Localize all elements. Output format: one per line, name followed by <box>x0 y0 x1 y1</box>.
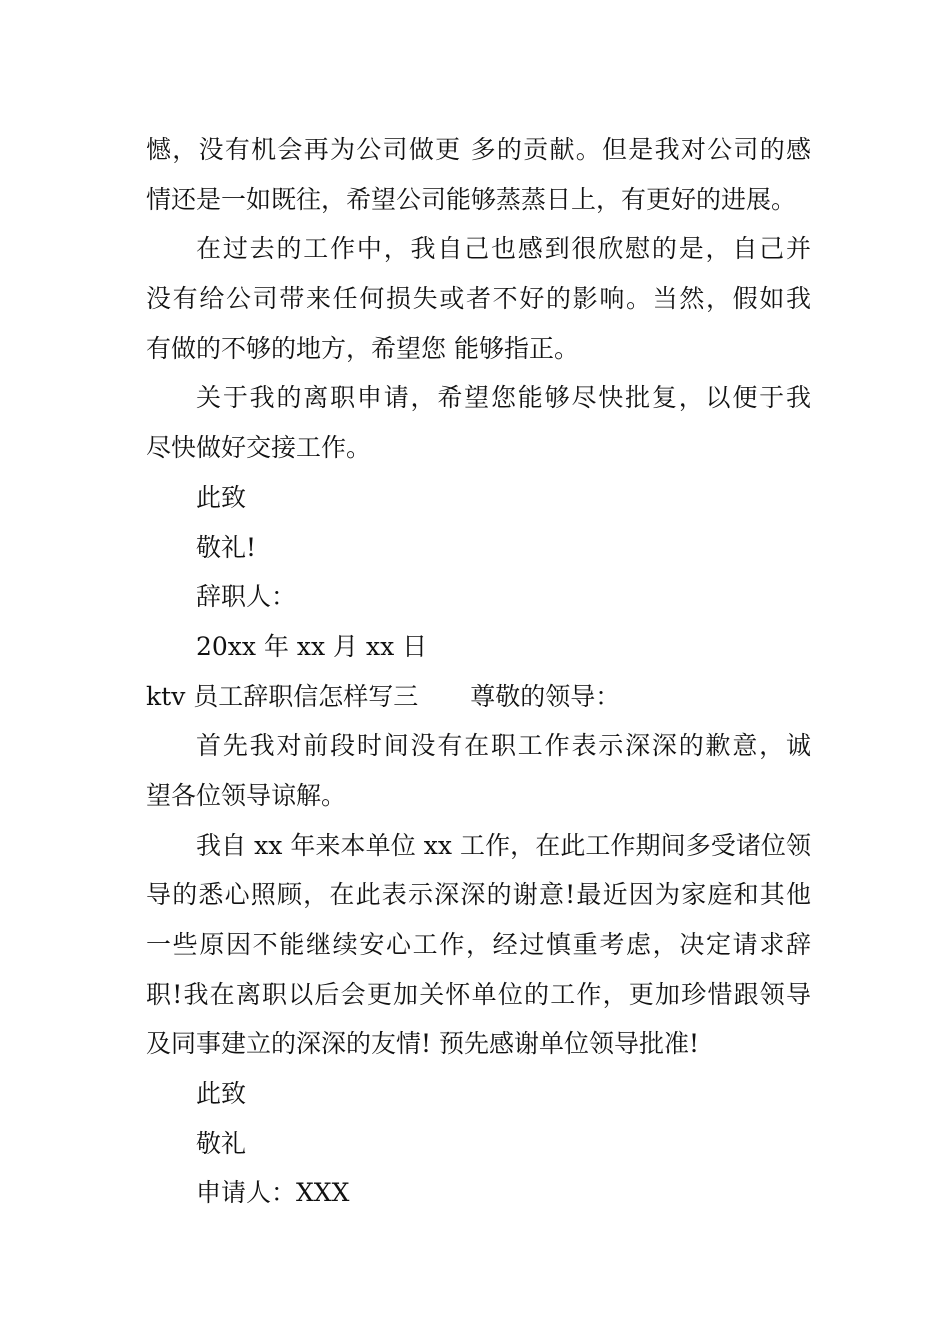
closing-line: 此致 <box>196 1079 247 1109</box>
paragraph-line: 憾，没有机会再为公司做更 多的贡献。但是我对公司的感 <box>146 135 811 164</box>
paragraph-line: 没有给公司带来任何损失或者不好的影响。当然，假如我 <box>146 284 811 314</box>
signer-line: 辞职人： <box>196 582 297 612</box>
paragraph-line: 职!我在离职以后会更加关怀单位的工作，更加珍惜跟领导 <box>146 979 811 1009</box>
closing-line: 此致 <box>196 482 247 512</box>
section-title: ktv 员工辞职信怎样写三 <box>146 681 419 711</box>
closing-line: 敬礼! <box>196 532 257 562</box>
salutation: 尊敬的领导： <box>470 681 621 711</box>
letter-body <box>146 125 811 1218</box>
section-heading-row <box>146 672 811 722</box>
paragraph-line: 我自 xx 年来本单位 xx 工作，在此工作期间多受诸位领 <box>196 830 811 860</box>
paragraph-line: 关于我的离职申请，希望您能够尽快批复，以便于我 <box>196 383 811 413</box>
closing-line: 敬礼 <box>196 1128 247 1158</box>
paragraph-line: 在过去的工作中，我自己也感到很欣慰的是，自己并 <box>196 234 811 264</box>
paragraph-line: 有做的不够的地方，希望您 能够指正。 <box>146 333 579 363</box>
paragraph-line: 一些原因不能继续安心工作，经过慎重考虑，决定请求辞 <box>146 930 811 959</box>
applicant-line: 申请人：XXX <box>196 1178 350 1208</box>
paragraph-line: 望各位领导谅解。 <box>146 780 347 810</box>
date-line: 20xx 年 xx 月 xx 日 <box>196 631 428 661</box>
paragraph-line: 情还是一如既往，希望公司能够蒸蒸日上，有更好的进展。 <box>146 184 797 214</box>
paragraph-line: 及同事建立的深深的友情! 预先感谢单位领导批准! <box>146 1029 700 1059</box>
paragraph-line: 尽快做好交接工作。 <box>146 433 372 463</box>
paragraph-line: 导的悉心照顾，在此表示深深的谢意!最近因为家庭和其他 <box>146 880 811 910</box>
paragraph-line: 首先我对前段时间没有在职工作表示深深的歉意，诚 <box>196 731 811 761</box>
